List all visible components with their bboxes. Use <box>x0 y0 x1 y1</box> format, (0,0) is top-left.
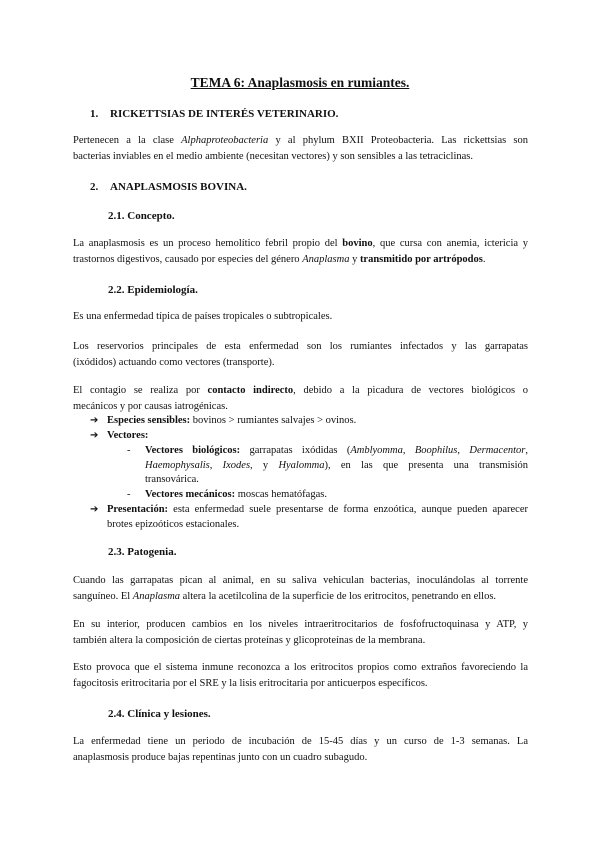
subsection-clinica-heading: 2.4. Clínica y lesiones. <box>108 708 211 720</box>
arrow-icon: ➔ <box>90 415 99 426</box>
section-1-number: 1. <box>90 108 99 120</box>
list-item-presentacion: ➔ Presentación: esta enfermedad suele presentarse de forma enzoótica, aunque pueden aparecer brotes epizoóticos estacionales. <box>90 504 528 530</box>
epidemiologia-paragraph-3: El contagio se realiza por contacto indirecto, debido a la picadura de vectores biológicos o mecánicos y por causas iatrogénicas. <box>73 385 528 412</box>
section-2-heading: ANAPLASMOSIS BOVINA. <box>110 181 247 193</box>
section-2-number: 2. <box>90 181 99 193</box>
epidemiologia-paragraph-1: Es una enfermedad típica de países tropicales o subtropicales. <box>73 311 333 322</box>
dash-bullet: - <box>127 445 131 456</box>
page-title: TEMA 6: Anaplasmosis en rumiantes. <box>190 75 410 90</box>
clinica-paragraph: La enfermedad tiene un periodo de incubación de 15-45 días y un curso de 1-3 semanas. La anaplasmosis produce bajas repentinas junto con un cuadro subagudo. <box>73 736 528 763</box>
section-1-heading: RICKETTSIAS DE INTERÉS VETERINARIO. <box>110 108 339 120</box>
document-page: TEMA 6: Anaplasmosis en rumiantes. 1. RICKETTSIAS DE INTERÉS VETERINARIO. Pertenecen a la clase Alphaproteobacteria y al phylum BXII Proteobacteria. Las rickettsias son bacterias inviables en el medio ambiente (necesitan vectores) y son sensibles a las tetraciclinas. 2. ANAPLASMOSIS BOVINA. 2.1. Concepto. La anaplasmosis es un proceso hemolítico febril propio del bovino, que cursa con anemia, ictericia y trastornos digestivos, causado por especies del género Anaplasma y transmitido por artrópodos. 2.2. Epidemiología. Es una enfermedad típica de países tropicales o subtropicales. Los reservorios principales de esta enfermedad son los rumiantes infectados y las garrapatas (ixódidos) actuando como vectores (transporte). El contagio se realiza por contacto indirecto, debido a la picadura de vectores biológicos o mecánicos y por causas iatrogénicas. ➔ Especies sensibles: bovinos > rumiantes salvajes > ovinos. ➔ Vectores: - Vectores biológicos: garrapatas ixódidas (Amblyomma, Boophilus, Dermacentor, Haemophysalis, Ixodes, y Hyalomma), en las que presenta una transmisión transovárica. - Vectores mecánicos: moscas hematófagas. ➔ Presentación: esta enfermedad suele presentarse de forma enzoótica, aunque pueden aparecer brotes epizoóticos estacionales. 2.3. Patogenia. Cuando las garrapatas pican al animal, en su saliva vehiculan bacterias, inoculándolas al torrente sanguíneo. El Anaplasma altera la acetilcolina de la superficie de los eritrocitos, penetrando en ellos. En su interior, producen cambios en los niveles intraeritrocitarios de fosfofructoquinasa y ATP, y también altera la composición de ciertas proteínas y glicoproteínas de la membrana. Esto provoca que el sistema inmune reconozca a los eritrocitos propios como extraños favoreciendo la fagocitosis eritrocitaria por el SRE y la lisis eritrocitaria por anticuerpos específicos. 2.4. Clínica y lesiones. La enfermedad tiene un periodo de incubación de 15-45 días y un curso de 1-3 semanas. La anaplasmosis produce bajas repentinas junto con un cuadro subagudo. <box>0 0 600 848</box>
sublist-item-vectores-biologicos: - Vectores biológicos: garrapatas ixódidas (Amblyomma, Boophilus, Dermacentor, Haemophysalis, Ixodes, y Hyalomma), en las que presenta una transmisión transovárica. <box>127 445 529 485</box>
patogenia-paragraph-2: En su interior, producen cambios en los niveles intraeritrocitarios de fosfofructoquinasa y ATP, y también altera la composición de ciertas proteínas y glicoproteínas de la membrana. <box>73 619 528 646</box>
epidemiologia-paragraph-2: Los reservorios principales de esta enfermedad son los rumiantes infectados y las garrapatas (ixódidos) actuando como vectores (transporte). <box>73 341 528 368</box>
section-1-paragraph: Pertenecen a la clase Alphaproteobacteria y al phylum BXII Proteobacteria. Las rickettsias son bacterias inviables en el medio ambiente (necesitan vectores) y son sensibles a las tetraciclinas. <box>73 135 528 162</box>
patogenia-paragraph-3: Esto provoca que el sistema inmune reconozca a los eritrocitos propios como extraños favoreciendo la fagocitosis eritrocitaria por el SRE y la lisis eritrocitaria por anticuerpos específicos. <box>73 662 528 689</box>
subsection-concepto-heading: 2.1. Concepto. <box>108 210 175 222</box>
arrow-icon: ➔ <box>90 504 99 515</box>
arrow-icon: ➔ <box>90 430 99 441</box>
dash-bullet: - <box>127 489 131 500</box>
subsection-patogenia-heading: 2.3. Patogenia. <box>108 546 177 558</box>
subsection-epidemiologia-heading: 2.2. Epidemiología. <box>108 284 198 296</box>
concepto-paragraph: La anaplasmosis es un proceso hemolítico febril propio del bovino, que cursa con anemia, ictericia y trastornos digestivos, causado por especies del género Anaplasma y transmitido por artrópodos. <box>73 238 528 265</box>
patogenia-paragraph-1: Cuando las garrapatas pican al animal, en su saliva vehiculan bacterias, inoculándolas al torrente sanguíneo. El Anaplasma altera la acetilcolina de la superficie de los eritrocitos, penetrando en ellos. <box>73 575 528 602</box>
